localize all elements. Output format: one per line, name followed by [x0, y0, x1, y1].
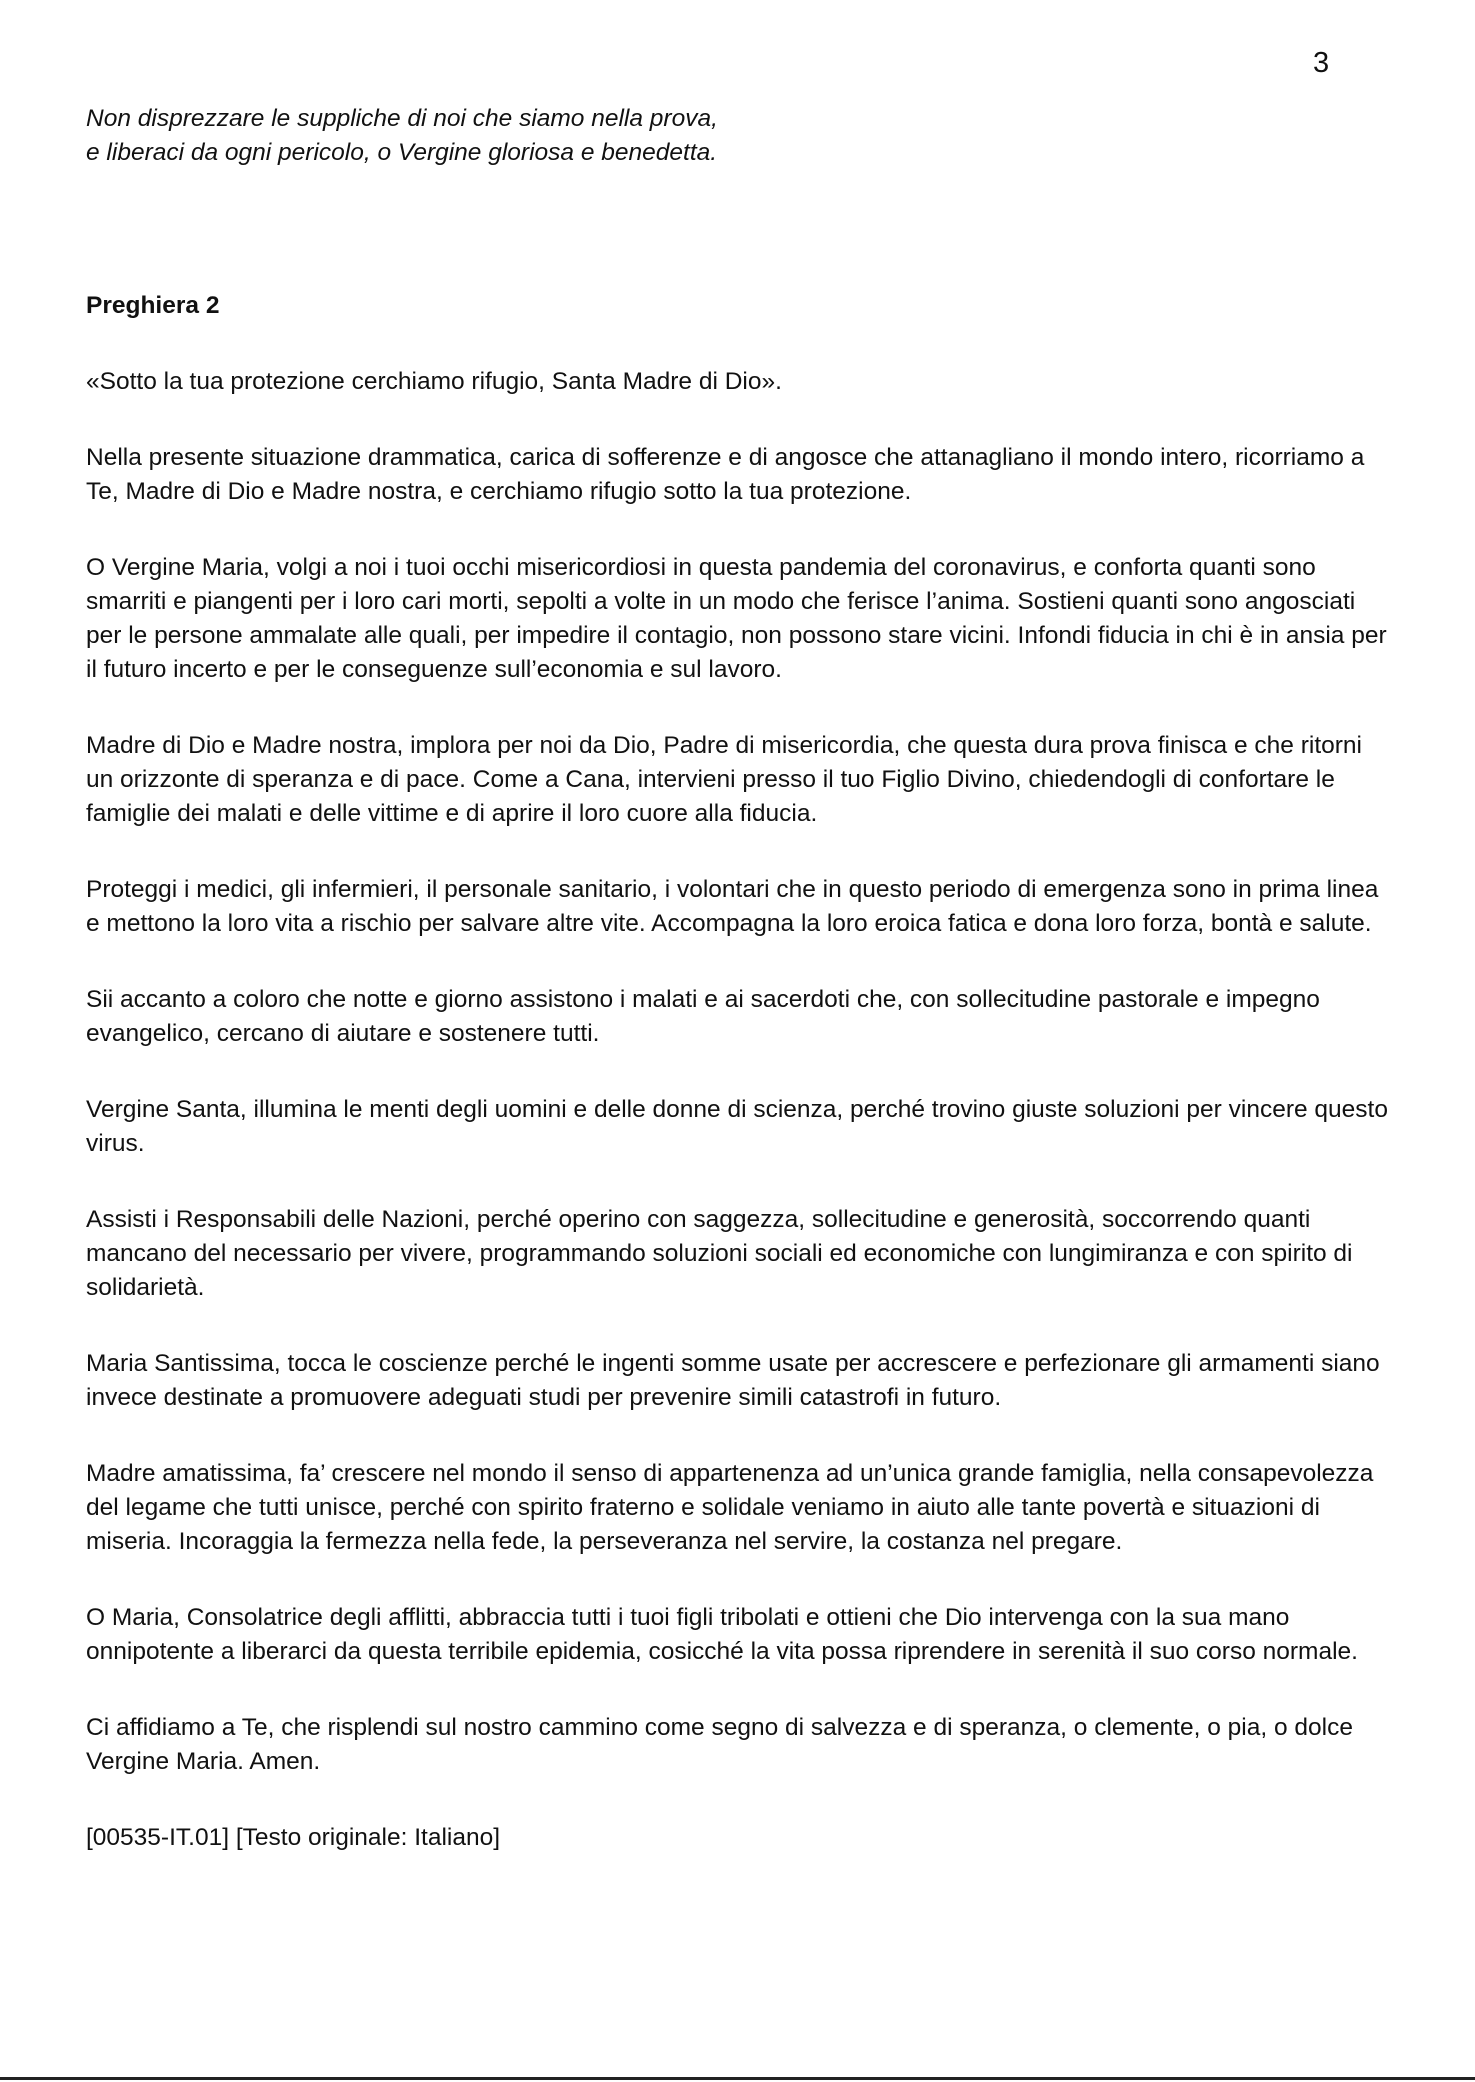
- section-heading: Preghiera 2: [86, 292, 220, 319]
- document-reference: [00535-IT.01] [Testo originale: Italiano]: [86, 1824, 501, 1851]
- paragraph: Vergine Santa, illumina le menti degli uomini e delle donne di scienza, perché trovino giuste soluzioni per vincere questo virus.: [86, 1096, 1388, 1157]
- paragraph: Assisti i Responsabili delle Nazioni, perché operino con saggezza, sollecitudine e generosità, soccorrendo quanti mancano del necessario per vivere, programmando soluzioni sociali ed economiche con lungimiranza e con spirito di solidarietà.: [86, 1206, 1353, 1301]
- paragraph: Maria Santissima, tocca le coscienze perché le ingenti somme usate per accrescere e perfezionare gli armamenti siano invece destinate a promuovere adeguati studi per prevenire simili catastrofi in futuro.: [86, 1350, 1380, 1411]
- paragraph: Ci affidiamo a Te, che risplendi sul nostro cammino come segno di salvezza e di speranza, o clemente, o pia, o dolce Vergine Maria. Amen.: [86, 1714, 1353, 1775]
- intro-line: Non disprezzare le suppliche di noi che siamo nella prova,: [86, 105, 718, 132]
- paragraph: Madre amatissima, fa’ crescere nel mondo il senso di appartenenza ad un’unica grande famiglia, nella consapevolezza del legame che tutti unisce, perché con spirito fraterno e solidale veniamo in aiuto alle tante povertà e situazioni di miseria. Incoraggia la fermezza nella fede, la perseveranza nel servire, la costanza nel pregare.: [86, 1460, 1374, 1555]
- page-bottom-rule: [0, 2077, 1475, 2080]
- paragraph: O Vergine Maria, volgi a noi i tuoi occhi misericordiosi in questa pandemia del coronavirus, e conforta quanti sono smarriti e piangenti per i loro cari morti, sepolti a volte in un modo che ferisce l’anima. Sostieni quanti sono angosciati per le persone ammalate alle quali, per impedire il contagio, non possono stare vicini. Infondi fiducia in chi è in ansia per il futuro incerto e per le conseguenze sull’economia e sul lavoro.: [86, 554, 1387, 683]
- prayer-section: [86, 289, 1391, 1897]
- paragraph: O Maria, Consolatrice degli afflitti, abbraccia tutti i tuoi figli tribolati e ottieni che Dio intervenga con la sua mano onnipotente a liberarci da questa terribile epidemia, cosicché la vita possa riprendere in serenità il suo corso normale.: [86, 1604, 1358, 1665]
- intro-line: e liberaci da ogni pericolo, o Vergine gloriosa e benedetta.: [86, 139, 718, 166]
- intro-verse: [86, 102, 1386, 170]
- paragraph: Proteggi i medici, gli infermieri, il personale sanitario, i volontari che in questo periodo di emergenza sono in prima linea e mettono la loro vita a rischio per salvare altre vite. Accompagna la loro eroica fatica e dona loro forza, bontà e salute.: [86, 876, 1379, 937]
- paragraph-opening-quote: «Sotto la tua protezione cerchiamo rifugio, Santa Madre di Dio».: [86, 368, 782, 395]
- paragraph: Madre di Dio e Madre nostra, implora per noi da Dio, Padre di misericordia, che questa dura prova finisca e che ritorni un orizzonte di speranza e di pace. Come a Cana, intervieni presso il tuo Figlio Divino, chiedendogli di confortare le famiglie dei malati e delle vittime e di aprire il loro cuore alla fiducia.: [86, 732, 1362, 827]
- paragraph: Sii accanto a coloro che notte e giorno assistono i malati e ai sacerdoti che, con sollecitudine pastorale e impegno evangelico, cercano di aiutare e sostenere tutti.: [86, 986, 1320, 1047]
- page-number: 3: [1313, 47, 1330, 79]
- paragraph: Nella presente situazione drammatica, carica di sofferenze e di angosce che attanagliano il mondo intero, ricorriamo a Te, Madre di Dio e Madre nostra, e cerchiamo rifugio sotto la tua protezione.: [86, 444, 1365, 505]
